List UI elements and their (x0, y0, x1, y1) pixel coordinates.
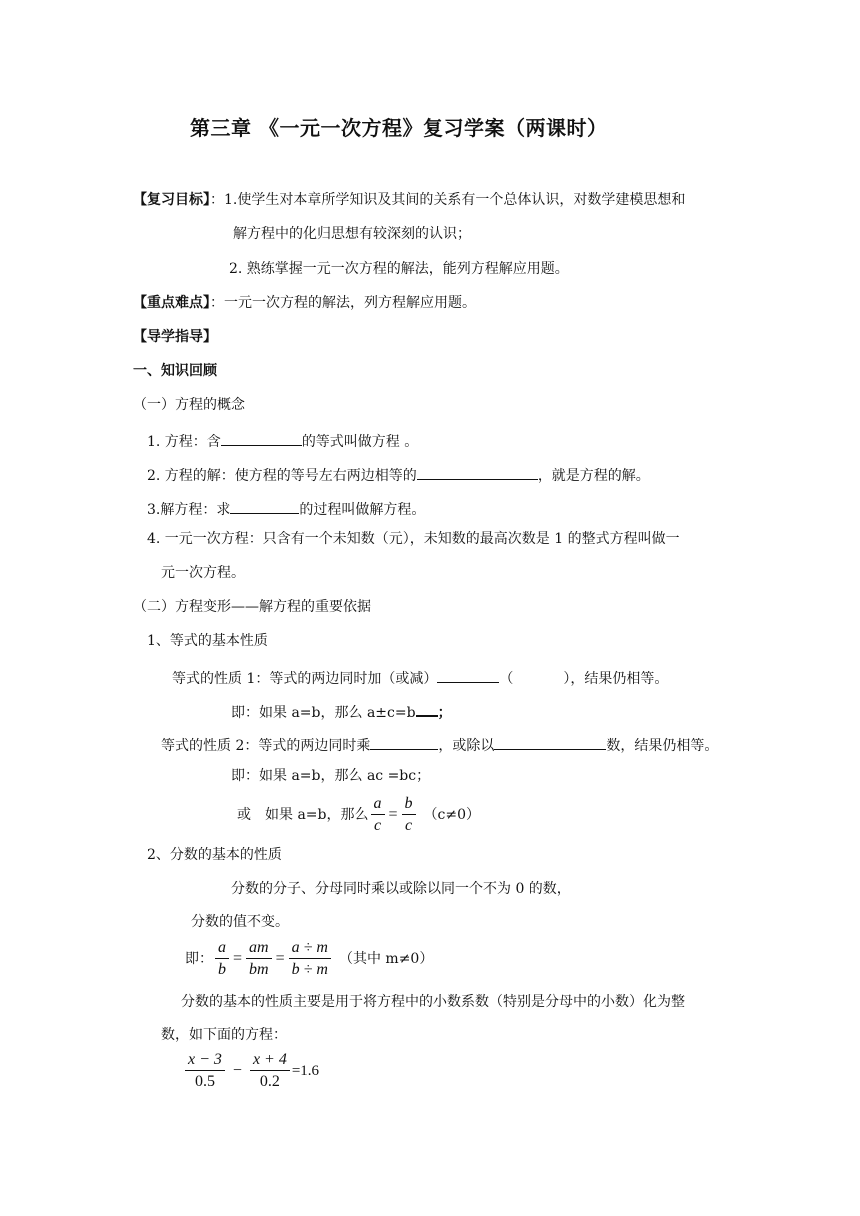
goals-item1-line1: ：1.使学生对本章所学知识及其间的关系有一个总体认识，对数学建模思想和 (210, 192, 686, 208)
formula-prefix: 即： (185, 951, 213, 967)
concept-3-text-b: 的过程叫做解方程。 (299, 502, 426, 518)
concept-3-text-a: 3.解方程：求 (147, 502, 231, 518)
fraction-denominator: 0.2 (259, 1073, 280, 1090)
eq-prop-2-example-2-condition: （c≠0） (423, 807, 481, 823)
concept-4-line-1: 4. 一元一次方程：只含有一个未知数（元），未知数的最高次数是 1 的整式方程叫做一 (147, 531, 680, 547)
equation-rhs: =1.6 (291, 1062, 320, 1079)
goals-label: 【复习目标】 (133, 192, 210, 208)
fill-blank[interactable] (230, 499, 299, 514)
fraction-numerator: x + 4 (250, 1052, 290, 1071)
fraction-denominator: b ÷ m (291, 961, 328, 978)
eq-prop-1-semicolon: ； (437, 705, 452, 721)
frac-props-heading: 2、分数的基本的性质 (147, 847, 282, 863)
eq-prop-2-text-b: ，或除以 (438, 738, 495, 754)
page-title: 第三章 《一元一次方程》复习学案（两课时） (190, 116, 608, 140)
fraction-numerator: a ÷ m (289, 940, 331, 959)
fraction-numerator: a (371, 796, 385, 815)
eq-prop-2 (161, 735, 718, 753)
fraction-b-over-c (402, 796, 416, 834)
eq-prop-1 (172, 668, 668, 686)
frac-props-line-1: 分数的分子、分母同时乘以或除以同一个不为 0 的数， (231, 881, 571, 897)
example-equation (183, 1052, 319, 1090)
key-points-label: 【重点难点】 (133, 295, 210, 311)
concept-4-line-2: 元一次方程。 (161, 565, 245, 581)
fraction-a-div-m-over-b-div-m (289, 940, 331, 978)
eq-prop-2-text: ：等式的两边同时乘 (244, 738, 371, 754)
key-points-text: ：一元一次方程的解法，列方程解应用题。 (210, 295, 476, 311)
eq-prop-1-tail: ），结果仍相等。 (563, 671, 669, 687)
fraction-numerator: x − 3 (185, 1052, 225, 1071)
equals-sign: = (275, 950, 285, 967)
fraction-a-over-c (371, 796, 385, 834)
fraction-denominator: bm (249, 961, 269, 978)
eq-prop-1-text: ：等式的两边同时加（或减） (255, 671, 438, 687)
eq-props-heading: 1、等式的基本性质 (147, 633, 268, 649)
frac-props-line-2: 分数的值不变。 (191, 914, 289, 930)
fraction-denominator: c (404, 817, 413, 834)
key-points-line (133, 296, 476, 310)
eq-prop-2-example-2-text: 或 如果 a=b，那么 (237, 807, 369, 823)
section-knowledge-review: 一、知识回顾 (133, 363, 217, 379)
eq-prop-2-example-2 (237, 796, 480, 834)
fraction-numerator: am (246, 940, 272, 959)
concept-3 (147, 499, 425, 517)
frac-props-usage-line-2: 数，如下面的方程： (161, 1027, 287, 1043)
goals-line-1 (133, 193, 685, 207)
concept-2-text-b: ，就是方程的解。 (537, 468, 650, 484)
fraction-x-minus-3-over-0.5 (185, 1052, 225, 1090)
guide-label: 【导学指导】 (133, 329, 217, 345)
eq-prop-1-label: 等式的性质 1 (172, 671, 256, 687)
fill-blank[interactable] (370, 735, 438, 750)
frac-props-usage-line-1: 分数的基本的性质主要是用于将方程中的小数系数（特别是分母中的小数）化为整 (181, 994, 685, 1010)
goals-item1-line2: 解方程中的化归思想有较深刻的认识； (233, 226, 471, 242)
minus-sign: − (232, 1062, 242, 1079)
subsection-equation-transform: （二）方程变形——解方程的重要依据 (133, 599, 371, 615)
eq-prop-2-example-1: 即：如果 a=b，那么 ac =bc； (231, 768, 431, 784)
fraction-a-over-b (215, 940, 229, 978)
subsection-equation-concept: （一）方程的概念 (133, 397, 245, 413)
fill-blank[interactable] (417, 465, 538, 480)
eq-prop-2-tail: 数，结果仍相等。 (606, 738, 719, 754)
eq-prop-1-paren-open: （ (499, 671, 514, 687)
fraction-numerator: b (402, 796, 416, 815)
eq-prop-1-example (231, 701, 452, 720)
concept-1-text-a: 1. 方程：含 (147, 434, 221, 450)
goals-item2: 2. 熟练掌握一元一次方程的解法，能列方程解应用题。 (229, 261, 569, 277)
concept-2 (147, 465, 650, 483)
fraction-x-plus-4-over-0.2 (250, 1052, 290, 1090)
frac-props-formula (185, 940, 433, 978)
concept-1-text-b: 的等式叫做方程 。 (301, 434, 419, 450)
eq-prop-1-example-text: 即：如果 a=b，那么 a±c=b (231, 705, 416, 721)
fill-blank[interactable] (416, 701, 438, 717)
fill-blank[interactable] (494, 735, 606, 750)
concept-2-text-a: 2. 方程的解：使方程的等号左右两边相等的 (147, 468, 417, 484)
fraction-denominator: 0.5 (194, 1073, 215, 1090)
fraction-am-over-bm (246, 940, 272, 978)
equals-sign: = (233, 950, 243, 967)
fill-blank[interactable] (437, 668, 499, 683)
fraction-numerator: a (215, 940, 229, 959)
fraction-denominator: b (218, 961, 226, 978)
fill-blank[interactable] (221, 431, 302, 446)
equals-sign: = (388, 806, 398, 823)
eq-prop-2-label: 等式的性质 2 (161, 738, 245, 754)
fraction-denominator: c (373, 817, 382, 834)
formula-condition: （其中 m≠0） (338, 951, 434, 967)
concept-1 (147, 431, 418, 449)
